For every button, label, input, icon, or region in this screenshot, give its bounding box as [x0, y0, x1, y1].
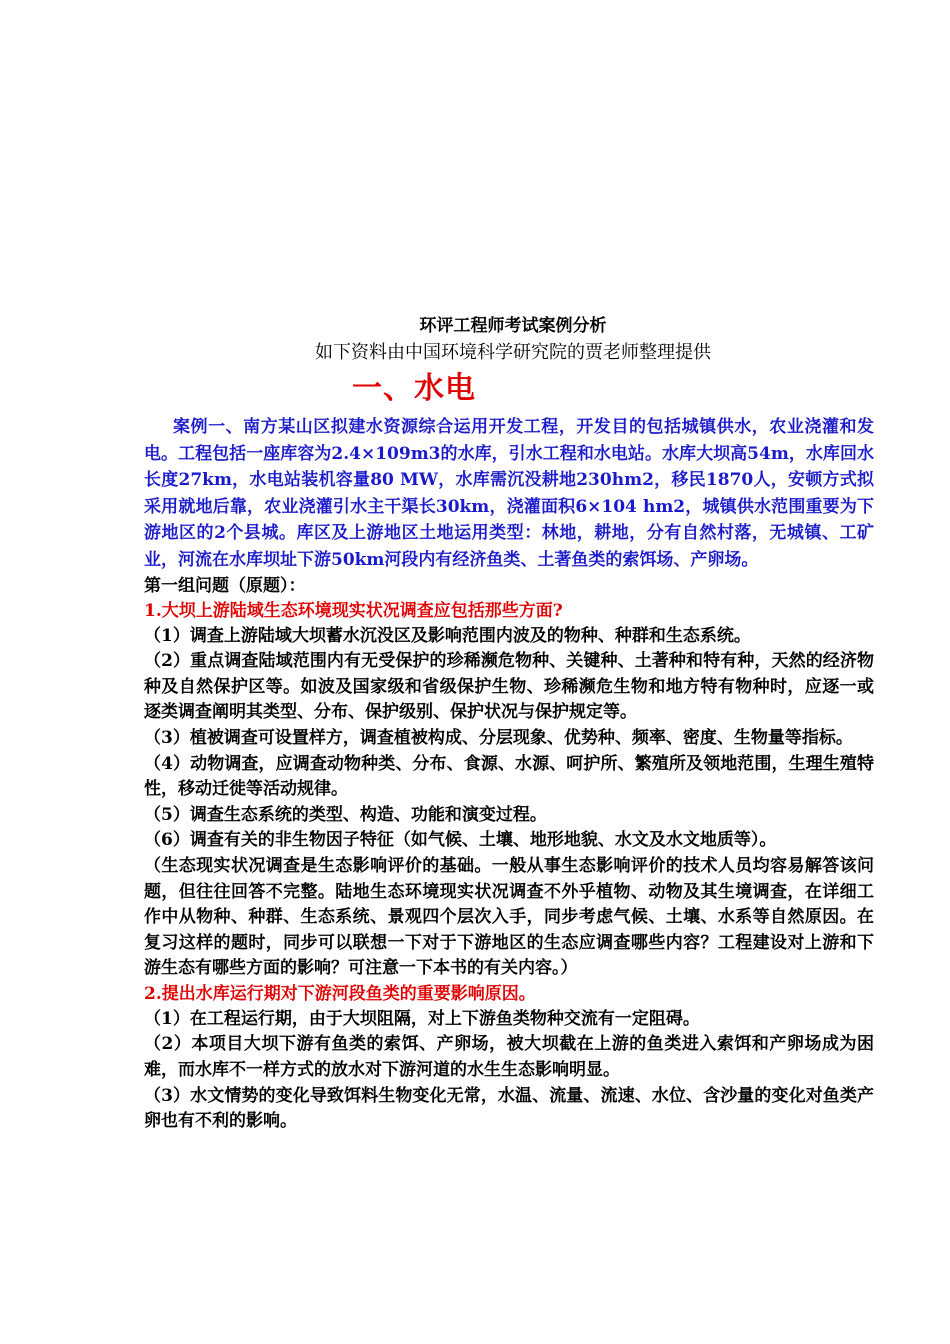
answer-1-4: （4）动物调查，应调查动物种类、分布、食源、水源、呵护所、繁殖所及领地范围，生理生殖特性，移动迁徙等活动规律。	[144, 753, 874, 800]
answer-1-note: （生态现实状况调查是生态影响评价的基础。一般从事生态影响评价的技术人员均容易解答该问题，但往往回答不完整。陆地生态环境现实状况调查不外乎植物、动物及其生境调查，在详细工作中从物种、种群、生态系统、景观四个层次入手，同步考虑气候、土壤、水系等自然原因。在复习这样的题时，同步可以联想一下对于下游地区的生态应调查哪些内容？工程建设对上游和下游生态有哪些方面的影响？可注意一下本书的有关内容。）	[144, 855, 874, 979]
answer-1-5: （5）调查生态系统的类型、构造、功能和演变过程。	[144, 804, 547, 825]
answer-1-3: （3）植被调查可设置样方，调查植被构成、分层现象、优势种、频率、密度、生物量等指标。	[144, 727, 853, 748]
question-2: 2.提出水库运行期对下游河段鱼类的重要影响原因。	[144, 983, 536, 1004]
document-title: 环评工程师考试案例分析	[419, 316, 607, 336]
question-1: 1.大坝上游陆域生态环境现实状况调查应包括那些方面?	[144, 600, 563, 621]
section-heading: 一、水电	[352, 371, 476, 406]
answer-2-3: （3）水文情势的变化导致饵料生物变化无常，水温、流量、流速、水位、含沙量的变化对鱼类产卵也有不利的影响。	[144, 1085, 874, 1132]
case-description: 案例一、南方某山区拟建水资源综合运用开发工程，开发目的包括城镇供水，农业浇灌和发电。工程包括一座库容为2.4×109m3的水库，引水工程和水电站。水库大坝高54m，水库回水长度27km，水电站装机容量80 MW，水库需沉没耕地230hm2，移民1870人，安顿方式拟采用就地后靠，农业浇灌引水主干渠长30km，浇灌面积6×104 hm2，城镇供水范围重要为下游地区的2个县城。库区及上游地区土地运用类型：林地，耕地，分有自然村落，无城镇、工矿业，河流在水库坝址下游50km河段内有经济鱼类、土著鱼类的索饵场、产卵场。	[144, 417, 874, 570]
answer-1-2: （2）重点调查陆域范围内有无受保护的珍稀濒危物种、关键种、土著种和特有种，天然的经济物种及自然保护区等。如波及国家级和省级保护生物、珍稀濒危生物和地方特有物种时，应逐一或逐类调查阐明其类型、分布、保护级别、保护状况与保护规定等。	[144, 651, 874, 723]
question-group-title: 第一组问题（原题）：	[144, 575, 306, 596]
document-page	[144, 312, 874, 1135]
answer-2-2: （2）本项目大坝下游有鱼类的索饵、产卵场，被大坝截在上游的鱼类进入索饵和产卵场成为困难，而水库不一样方式的放水对下游河道的水生生态影响明显。	[144, 1034, 874, 1081]
document-subtitle: 如下资料由中国环境科学研究院的贾老师整理提供	[315, 342, 711, 363]
answer-2-1: （1）在工程运行期，由于大坝阻隔，对上下游鱼类物种交流有一定阻碍。	[144, 1008, 700, 1029]
answer-1-6: （6）调查有关的非生物因子特征（如气候、土壤、地形地貌、水文及水文地质等）。	[144, 830, 777, 851]
answer-1-1: （1）调查上游陆域大坝蓄水沉没区及影响范围内波及的物种、种群和生态系统。	[144, 625, 751, 646]
